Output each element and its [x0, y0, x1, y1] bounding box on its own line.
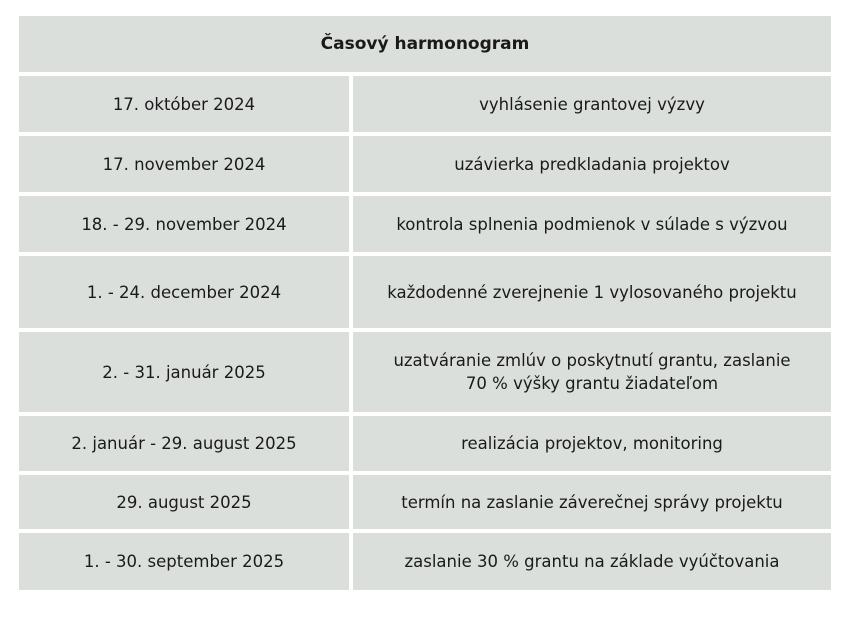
row-description: každodenné zverejnenie 1 vylosovaného projektu	[353, 256, 831, 328]
row-description	[353, 332, 831, 412]
row-date: 17. október 2024	[19, 76, 349, 132]
table-row	[19, 136, 831, 192]
row-date: 1. - 24. december 2024	[19, 256, 349, 328]
row-date: 18. - 29. november 2024	[19, 196, 349, 252]
table-row	[19, 256, 831, 328]
row-description: vyhlásenie grantovej výzvy	[353, 76, 831, 132]
row-description: zaslanie 30 % grantu na základe vyúčtovania	[353, 533, 831, 590]
row-date: 29. august 2025	[19, 475, 349, 529]
table-title: Časový harmonogram	[19, 16, 831, 72]
table-row	[19, 475, 831, 529]
row-date: 17. november 2024	[19, 136, 349, 192]
schedule-table	[19, 16, 831, 590]
table-row	[19, 533, 831, 590]
row-date: 2. - 31. január 2025	[19, 332, 349, 412]
row-description: kontrola splnenia podmienok v súlade s výzvou	[353, 196, 831, 252]
table-row	[19, 416, 831, 471]
row-description-line-1: uzatváranie zmlúv o poskytnutí grantu, zaslanie	[393, 351, 791, 370]
table-row	[19, 76, 831, 132]
row-description-line-2: 70 % výšky grantu žiadateľom	[465, 374, 719, 393]
row-date: 2. január - 29. august 2025	[19, 416, 349, 471]
table-row	[19, 196, 831, 252]
row-date: 1. - 30. september 2025	[19, 533, 349, 590]
row-description: uzávierka predkladania projektov	[353, 136, 831, 192]
table-row	[19, 332, 831, 412]
row-description: termín na zaslanie záverečnej správy projektu	[353, 475, 831, 529]
row-description: realizácia projektov, monitoring	[353, 416, 831, 471]
